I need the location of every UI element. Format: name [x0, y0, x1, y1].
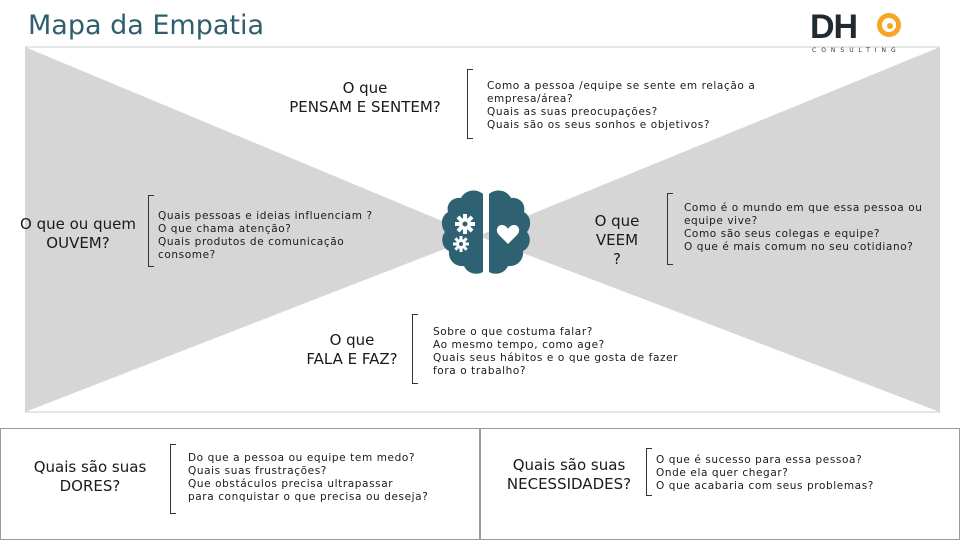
pains-bracket	[170, 444, 176, 514]
think-label	[280, 79, 450, 117]
gains-label-line2: NECESSIDADES?	[506, 475, 632, 493]
see-label-line1: O que	[594, 212, 640, 230]
brain-icon	[438, 188, 534, 278]
say-label-line1: O que	[329, 331, 375, 349]
see-questions	[684, 202, 923, 254]
hear-bracket	[148, 195, 154, 267]
pains-questions	[188, 452, 428, 504]
dh-consulting-logo	[810, 10, 910, 56]
think-question: empresa/área?	[487, 93, 574, 105]
see-bracket	[667, 193, 673, 265]
say-question: Ao mesmo tempo, como age?	[433, 339, 605, 351]
see-question: Como são seus colegas e equipe?	[684, 228, 881, 240]
logo-text: DH	[810, 8, 858, 46]
pains-label-line1: Quais são suas	[33, 458, 147, 476]
gains-bracket	[646, 448, 652, 496]
think-label-line2: PENSAM E SENTEM?	[289, 98, 441, 116]
page-title: Mapa da Empatia	[28, 10, 265, 41]
see-question: O que é mais comum no seu cotidiano?	[684, 241, 914, 253]
gains-label-line1: Quais são suas	[512, 456, 626, 474]
hear-label	[8, 215, 148, 253]
think-label-line1: O que	[342, 79, 388, 97]
brain-left-half	[442, 191, 483, 274]
hear-label-line1: O que ou quem	[20, 215, 136, 233]
gains-question: Onde ela quer chegar?	[656, 467, 789, 479]
hear-question: consome?	[158, 249, 216, 261]
say-bracket	[412, 314, 418, 384]
pains-question: para conquistar o que precisa ou deseja?	[188, 491, 429, 503]
gains-question: O que acabaria com seus problemas?	[656, 480, 874, 492]
hear-question: Quais pessoas e ideias influenciam ?	[158, 210, 373, 222]
pains-label	[14, 458, 166, 496]
see-label-line3: ?	[613, 250, 621, 268]
say-question: Quais seus hábitos e o que gosta de fazer	[433, 352, 679, 364]
say-label-line2: FALA E FAZ?	[306, 350, 398, 368]
hear-question: O que chama atenção?	[158, 223, 292, 235]
see-label-line2: VEEM	[595, 231, 639, 249]
think-questions	[487, 80, 755, 132]
logo-o-dot	[887, 23, 893, 29]
pains-question: Que obstáculos precisa ultrapassar	[188, 478, 394, 490]
see-question: equipe vive?	[684, 215, 758, 227]
gains-question: O que é sucesso para essa pessoa?	[656, 454, 863, 466]
gains-label	[496, 456, 642, 494]
hear-label-line2: OUVEM?	[46, 234, 110, 252]
think-question: Como a pessoa /equipe se sente em relação a	[487, 80, 756, 92]
logo-subtitle: CONSULTING	[812, 47, 901, 54]
say-label	[290, 331, 414, 369]
hear-questions	[158, 210, 373, 262]
hear-question: Quais produtos de comunicação	[158, 236, 345, 248]
see-question: Como é o mundo em que essa pessoa ou	[684, 202, 923, 214]
think-question: Quais as suas preocupações?	[487, 106, 658, 118]
gains-questions	[656, 454, 874, 493]
think-bracket	[467, 69, 473, 139]
think-question: Quais são os seus sonhos e objetivos?	[487, 119, 710, 131]
pains-question: Do que a pessoa ou equipe tem medo?	[188, 452, 416, 464]
say-question: fora o trabalho?	[433, 365, 527, 377]
pains-question: Quais suas frustrações?	[188, 465, 327, 477]
see-label	[580, 212, 654, 269]
say-questions	[433, 326, 678, 378]
say-question: Sobre o que costuma falar?	[433, 326, 593, 338]
pains-label-line2: DORES?	[59, 477, 121, 495]
